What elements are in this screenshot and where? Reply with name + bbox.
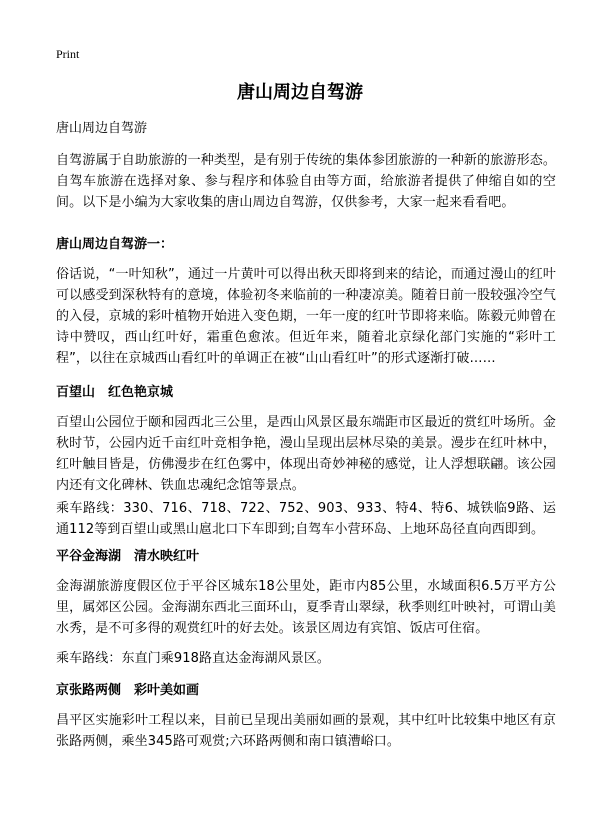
print-link[interactable]: Print bbox=[56, 47, 80, 61]
spot2-paragraph: 金海湖旅游度假区位于平谷区城东18公里处，距市内85公里，水域面积6.5万平方公里，属郊区公园。金海湖东西北三面环山，夏季青山翠绿，秋季则红叶映衬，可谓山美水秀，是不可多得的观赏红叶的好去处。该景区周边有宾馆、饭店可住宿。 bbox=[56, 579, 556, 636]
spot1-paragraph: 百望山公园位于颐和园西北三公里，是西山风景区最东端距市区最近的赏红叶场所。金秋时节，公园内近千亩红叶竞相争艳，漫山呈现出层林尽染的美景。漫步在红叶林中，红叶触目皆是，仿佛漫步在红色雾中，体现出奇妙神秘的感觉，让人浮想联翩。该公园内还有文化碑林、铁血忠魂纪念馆等景点。 bbox=[56, 415, 556, 493]
spot3-paragraph: 昌平区实施彩叶工程以来，目前已呈现出美丽如画的景观，其中红叶比较集中地区有京张路两侧，乘坐345路可观赏;六环路两侧和南口镇漕峪口。 bbox=[56, 713, 556, 749]
spot2-route: 乘车路线：东直门乘918路直达金海湖风景区。 bbox=[56, 651, 331, 666]
section1-paragraph: 俗话说，“一叶知秋”，通过一片黄叶可以得出秋天即将到来的结论，而通过漫山的红叶可以感受到深秋特有的意境，体验初冬来临前的一种凄凉美。随着日前一股较强冷空气的入侵，京城的彩叶植物开始进入变色期，一年一度的红叶节即将来临。陈毅元帅曾在诗中赞叹，西山红叶好，霜重色愈浓。但近年来，随着北京绿化部门实施的“彩叶工程”，以往在京城西山看红叶的单调正在被“山山看红叶”的形式逐渐打破…… bbox=[56, 267, 556, 366]
spot2-heading: 平谷金海湖 清水映红叶 bbox=[56, 549, 200, 564]
subtitle: 唐山周边自驾游 bbox=[56, 121, 148, 136]
spot3-heading: 京张路两侧 彩叶美如画 bbox=[56, 683, 200, 698]
section1-heading: 唐山周边自驾游一： bbox=[56, 237, 174, 252]
spot1-route: 乘车路线：330、716、718、722、752、903、933、特4、特6、城铁临9路、运通112等到百望山或黑山扈北口下车即到;自驾车小营环岛、上地环岛径直向西即到。 bbox=[56, 501, 556, 537]
spot1-heading: 百望山 红色艳京城 bbox=[56, 385, 174, 400]
intro-paragraph: 自驾游属于自助旅游的一种类型，是有别于传统的集体参团旅游的一种新的旅游形态。自驾车旅游在选择对象、参与程序和体验自由等方面，给旅游者提供了伸缩自如的空间。以下是小编为大家收集的唐山周边自驾游，仅供参考，大家一起来看看吧。 bbox=[56, 153, 556, 210]
page-title: 唐山周边自驾游 bbox=[237, 82, 363, 103]
